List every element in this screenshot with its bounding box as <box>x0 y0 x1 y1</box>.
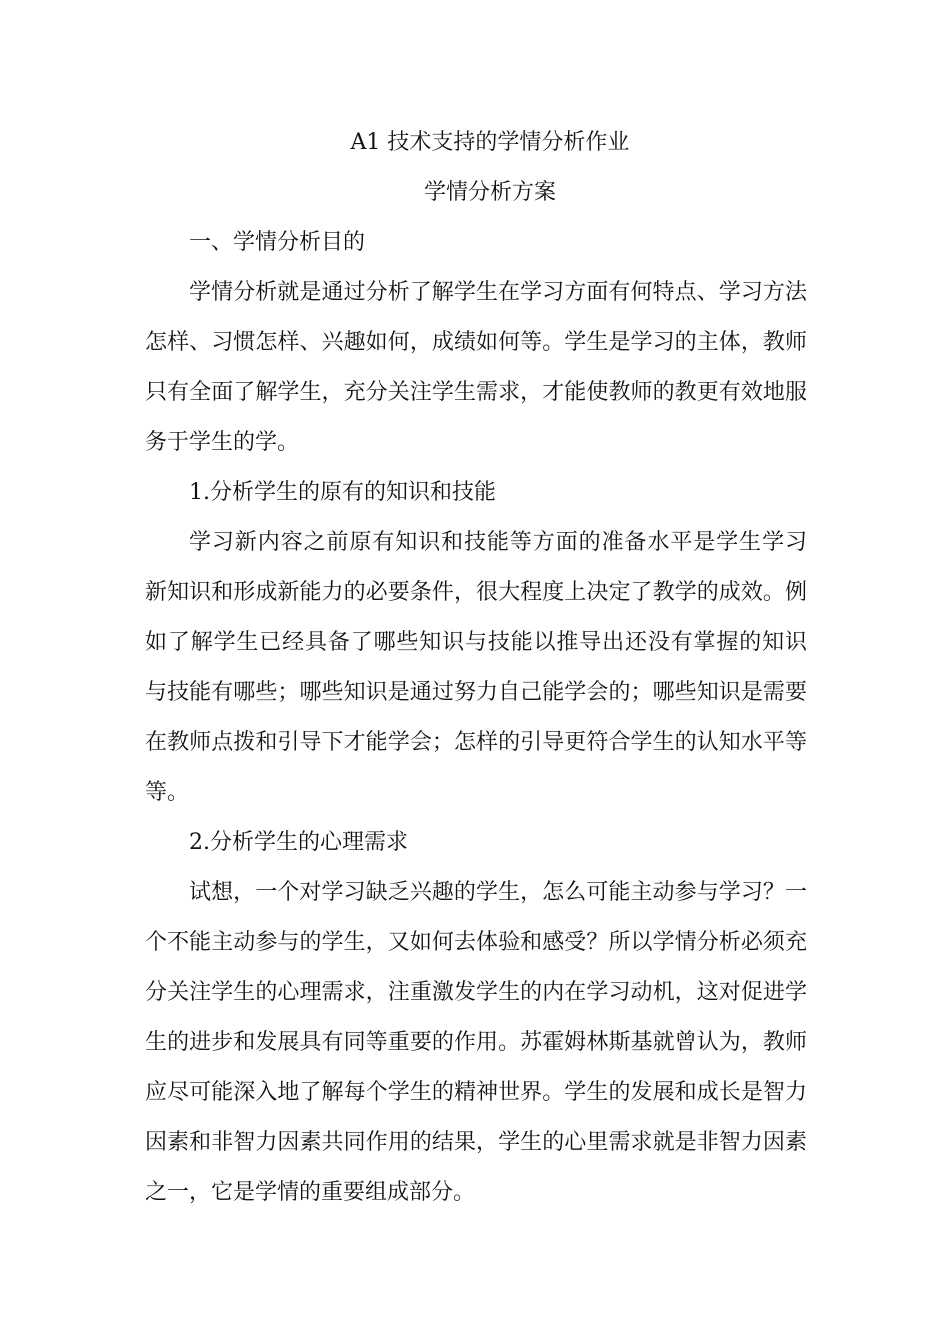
paragraph-line: 学习新内容之前原有知识和技能等方面的准备水平是学生学习 <box>189 530 807 555</box>
paragraph-line: 与技能有哪些；哪些知识是通过努力自己能学会的；哪些知识是需要 <box>145 680 807 705</box>
paragraph-line: 务于学生的学。 <box>145 430 300 455</box>
section-heading-purpose: 一、学情分析目的 <box>189 230 366 255</box>
paragraph-line: 个不能主动参与的学生，又如何去体验和感受？所以学情分析必须充 <box>145 930 807 955</box>
paragraph-line: 应尽可能深入地了解每个学生的精神世界。学生的发展和成长是智力 <box>145 1080 807 1105</box>
document-title: A1 技术支持的学情分析作业 <box>350 130 630 155</box>
paragraph-line: 分关注学生的心理需求，注重激发学生的内在学习动机，这对促进学 <box>145 980 807 1005</box>
paragraph-line: 学情分析就是通过分析了解学生在学习方面有何特点、学习方法 <box>189 280 807 305</box>
document-subtitle: 学情分析方案 <box>423 180 556 205</box>
paragraph-line: 之一，它是学情的重要组成部分。 <box>145 1180 476 1205</box>
paragraph-line: 因素和非智力因素共同作用的结果，学生的心里需求就是非智力因素 <box>145 1130 807 1155</box>
paragraph-knowledge <box>145 518 807 818</box>
subsection-heading-psychology: 2.分析学生的心理需求 <box>189 830 408 855</box>
paragraph-line: 新知识和形成新能力的必要条件，很大程度上决定了教学的成效。例 <box>145 580 807 605</box>
paragraph-line: 生的进步和发展具有同等重要的作用。苏霍姆林斯基就曾认为，教师 <box>145 1030 807 1055</box>
paragraph-purpose <box>145 268 807 468</box>
paragraph-line: 只有全面了解学生，充分关注学生需求，才能使教师的教更有效地服 <box>145 380 807 405</box>
paragraph-psychology <box>145 868 807 1218</box>
paragraph-line: 等。 <box>145 780 190 805</box>
paragraph-line: 如了解学生已经具备了哪些知识与技能以推导出还没有掌握的知识 <box>145 630 807 655</box>
paragraph-line: 怎样、习惯怎样、兴趣如何，成绩如何等。学生是学习的主体，教师 <box>145 330 807 355</box>
paragraph-line: 试想，一个对学习缺乏兴趣的学生，怎么可能主动参与学习？一 <box>189 880 807 905</box>
document-body <box>145 118 807 1218</box>
subsection-heading-knowledge: 1.分析学生的原有的知识和技能 <box>189 480 496 505</box>
paragraph-line: 在教师点拨和引导下才能学会；怎样的引导更符合学生的认知水平等 <box>145 730 807 755</box>
